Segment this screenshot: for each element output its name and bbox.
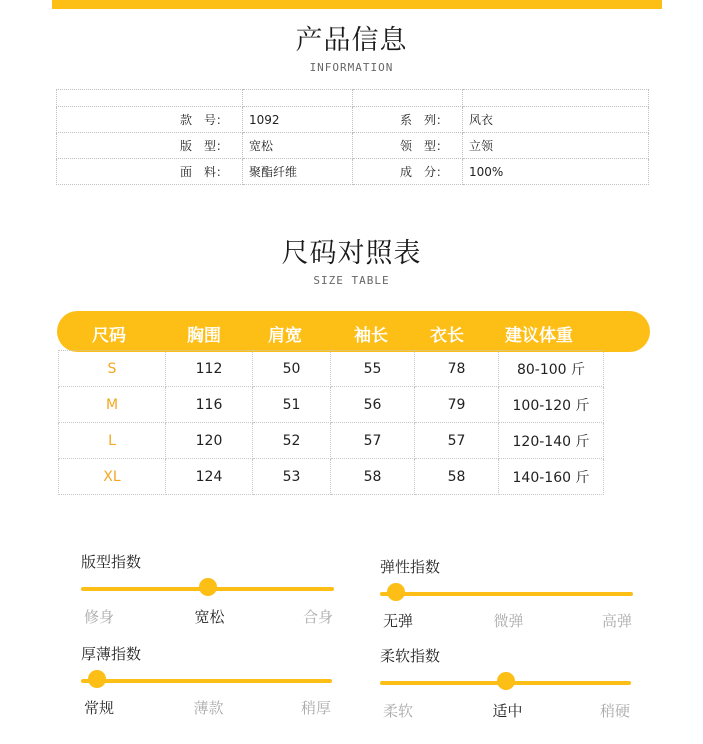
size-label: L [59, 423, 166, 459]
size-cell: 57 [331, 423, 415, 459]
size-cell: 79 [415, 387, 499, 423]
size-table-header [57, 311, 650, 352]
info-key: 款 号： [57, 107, 243, 133]
fit-index-knob[interactable] [199, 578, 217, 596]
thickness-option: 薄款 [193, 699, 224, 717]
softness-index-label: 柔软指数 [380, 647, 441, 665]
elastic-option: 高弹 [601, 612, 632, 630]
size-cell: 120 [166, 423, 253, 459]
softness-option: 稍硬 [599, 702, 630, 720]
size-table [58, 350, 604, 495]
info-key: 成 分： [353, 159, 463, 185]
fit-index-label: 版型指数 [81, 553, 142, 571]
size-cell: 56 [331, 387, 415, 423]
info-key: 领 型： [353, 133, 463, 159]
size-cell: 112 [166, 351, 253, 387]
size-cell: 58 [331, 459, 415, 495]
size-cell: 116 [166, 387, 253, 423]
softness-option: 适中 [492, 702, 523, 720]
size-cell: 51 [253, 387, 331, 423]
thickness-index-track[interactable] [81, 679, 332, 683]
softness-index-knob[interactable] [497, 672, 515, 690]
thickness-option: 稍厚 [300, 699, 331, 717]
elastic-index-track[interactable] [380, 592, 633, 596]
elastic-index-knob[interactable] [387, 583, 405, 601]
size-cell: 80-100 斤 [499, 351, 604, 387]
info-value: 1092 [243, 107, 353, 133]
size-label: S [59, 351, 166, 387]
info-value: 100% [463, 159, 649, 185]
thickness-index-knob[interactable] [88, 670, 106, 688]
elastic-index-label: 弹性指数 [380, 558, 441, 576]
size-header-cell: 尺码 [92, 326, 126, 346]
softness-option: 柔软 [383, 702, 414, 720]
info-subtitle: INFORMATION [309, 61, 394, 74]
info-row-empty [57, 90, 649, 107]
size-cell: 100-120 斤 [499, 387, 604, 423]
size-cell: 55 [331, 351, 415, 387]
size-cell: 124 [166, 459, 253, 495]
fit-option: 修身 [84, 608, 115, 626]
info-value: 立领 [463, 133, 649, 159]
size-label: M [59, 387, 166, 423]
size-cell: 52 [253, 423, 331, 459]
size-row [59, 423, 604, 459]
info-title: 产品信息 [295, 25, 408, 56]
size-cell: 140-160 斤 [499, 459, 604, 495]
info-row [57, 107, 649, 133]
size-cell: 53 [253, 459, 331, 495]
info-row [57, 159, 649, 185]
info-value: 宽松 [243, 133, 353, 159]
size-row [59, 459, 604, 495]
size-cell: 50 [253, 351, 331, 387]
size-cell: 58 [415, 459, 499, 495]
info-value: 聚酯纤维 [243, 159, 353, 185]
info-key: 面 料： [57, 159, 243, 185]
size-cell: 57 [415, 423, 499, 459]
size-row [59, 387, 604, 423]
thickness-option: 常规 [84, 699, 115, 717]
elastic-option: 无弹 [383, 612, 414, 630]
size-title: 尺码对照表 [281, 238, 422, 269]
info-value: 风衣 [463, 107, 649, 133]
size-header-cell: 袖长 [354, 326, 388, 346]
fit-option: 合身 [302, 608, 333, 626]
size-header-cell: 建议体重 [505, 326, 573, 346]
size-subtitle: SIZE TABLE [313, 274, 390, 287]
info-key: 系 列： [353, 107, 463, 133]
info-table [56, 89, 649, 185]
size-row [59, 351, 604, 387]
fit-option: 宽松 [194, 608, 225, 626]
size-header-cell: 肩宽 [268, 326, 302, 346]
thickness-index-label: 厚薄指数 [81, 645, 142, 663]
size-cell: 78 [415, 351, 499, 387]
size-label: XL [59, 459, 166, 495]
size-header-cell: 胸围 [187, 326, 221, 346]
info-key: 版 型： [57, 133, 243, 159]
top-accent-bar [52, 0, 662, 9]
size-header-cell: 衣长 [430, 326, 464, 346]
info-row [57, 133, 649, 159]
size-cell: 120-140 斤 [499, 423, 604, 459]
elastic-option: 微弹 [493, 612, 524, 630]
